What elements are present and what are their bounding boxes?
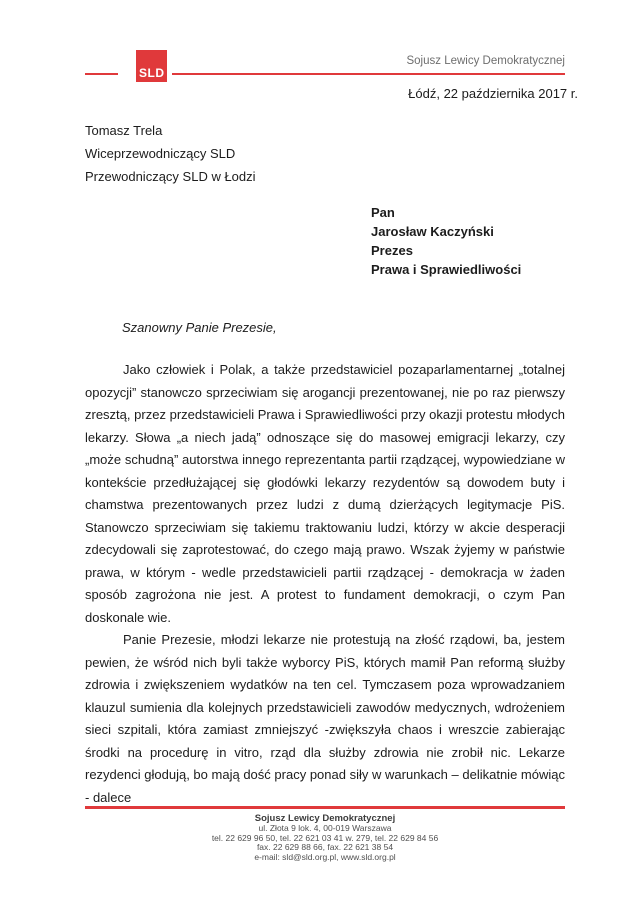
recipient-honorific: Pan (371, 205, 395, 220)
body-paragraph-1: Jako człowiek i Polak, a także przedstawiciel pozaparlamentarnej „totalnej opozycji” stanowczo sprzeciwiam się arogancji prezentowanej, nie po raz pierwszy zresztą, przez przedstawicieli Prawa i Sprawiedliwości przy okazji protestu młodych lekarzy. Słowa „a niech jadą” odnoszące się do masowej emigracji lekarzy, czy „może schudną” autorstwa innego reprezentanta partii rządzącej, wypowiedziane w kontekście przedłużającej się głodówki lekarzy rezydentów są dowodem buty i chamstwa prezentowanych przez ludzi z dumą dzierżących legitymacje PiS. Stanowczo sprzeciwiam się takiemu traktowaniu ludzi, którzy w akcie desperacji zdecydowali się zaprotestować, do czego mają prawo. Wszak żyjemy w państwie prawa, w którym - wedle przedstawicieli partii rządzącej - demokracja w żaden sposób zagrożona nie jest. A protest to fundament demokracji, o czym Pan doskonale wie. (85, 362, 565, 625)
sender-name: Tomasz Trela (85, 123, 163, 138)
body-paragraph-2: Panie Prezesie, młodzi lekarze nie protestują na złość rządowi, ba, jestem pewien, że wśród nich byli także wyborcy PiS, których mamił Pan reformą służby zdrowia i zwiększeniem wydatków na ten cel. Tymczasem poza wprowadzaniem klauzul sumienia dla kolejnych przedstawicieli zawodów medycznych, wdrożeniem sieci szpitali, która zamiast zmniejszyć -zwiększyła chaos i wreszcie zabierając środki na procedurę in vitro, rząd dla służby zdrowia nie zrobił nic. Lekarze rezydenci głodują, bo mają dość pracy ponad siły w warunkach – delikatnie mówiąc - dalece (85, 632, 565, 805)
letter-body (85, 359, 565, 809)
recipient-org: Prawa i Sprawiedliwości (371, 262, 522, 277)
date-line: Łódź, 22 października 2017 r. (408, 86, 578, 101)
header-org-name: Sojusz Lewicy Demokratycznej (406, 55, 565, 67)
footer-email-web: e-mail: sld@sld.org.pl, www.sld.org.pl (254, 851, 396, 862)
recipient-title: Prezes (371, 243, 413, 258)
sld-logo (136, 50, 167, 82)
footer-block (85, 813, 565, 862)
footer-phones: tel. 22 629 96 50, tel. 22 621 03 41 w. 279, tel. 22 629 84 56 (211, 832, 439, 843)
sender-title-1: Wiceprzewodniczący SLD (85, 146, 236, 161)
footer-org-name: Sojusz Lewicy Demokratycznej (254, 813, 396, 824)
footer-address: ul. Złota 9 lok. 4, 00-019 Warszawa (258, 823, 392, 833)
footer-rule (85, 806, 565, 809)
header-rule-left (85, 73, 118, 75)
recipient-block (371, 203, 521, 279)
sender-title-2: Przewodniczący SLD w Łodzi (85, 169, 256, 184)
salutation: Szanowny Panie Prezesie, (122, 320, 277, 335)
sld-logo-text: SLD (139, 66, 165, 80)
footer-fax: fax. 22 629 88 66, fax. 22 621 38 54 (256, 842, 394, 852)
header-rule-right (172, 73, 565, 75)
sender-block (85, 119, 256, 188)
recipient-name: Jarosław Kaczyński (371, 224, 494, 239)
